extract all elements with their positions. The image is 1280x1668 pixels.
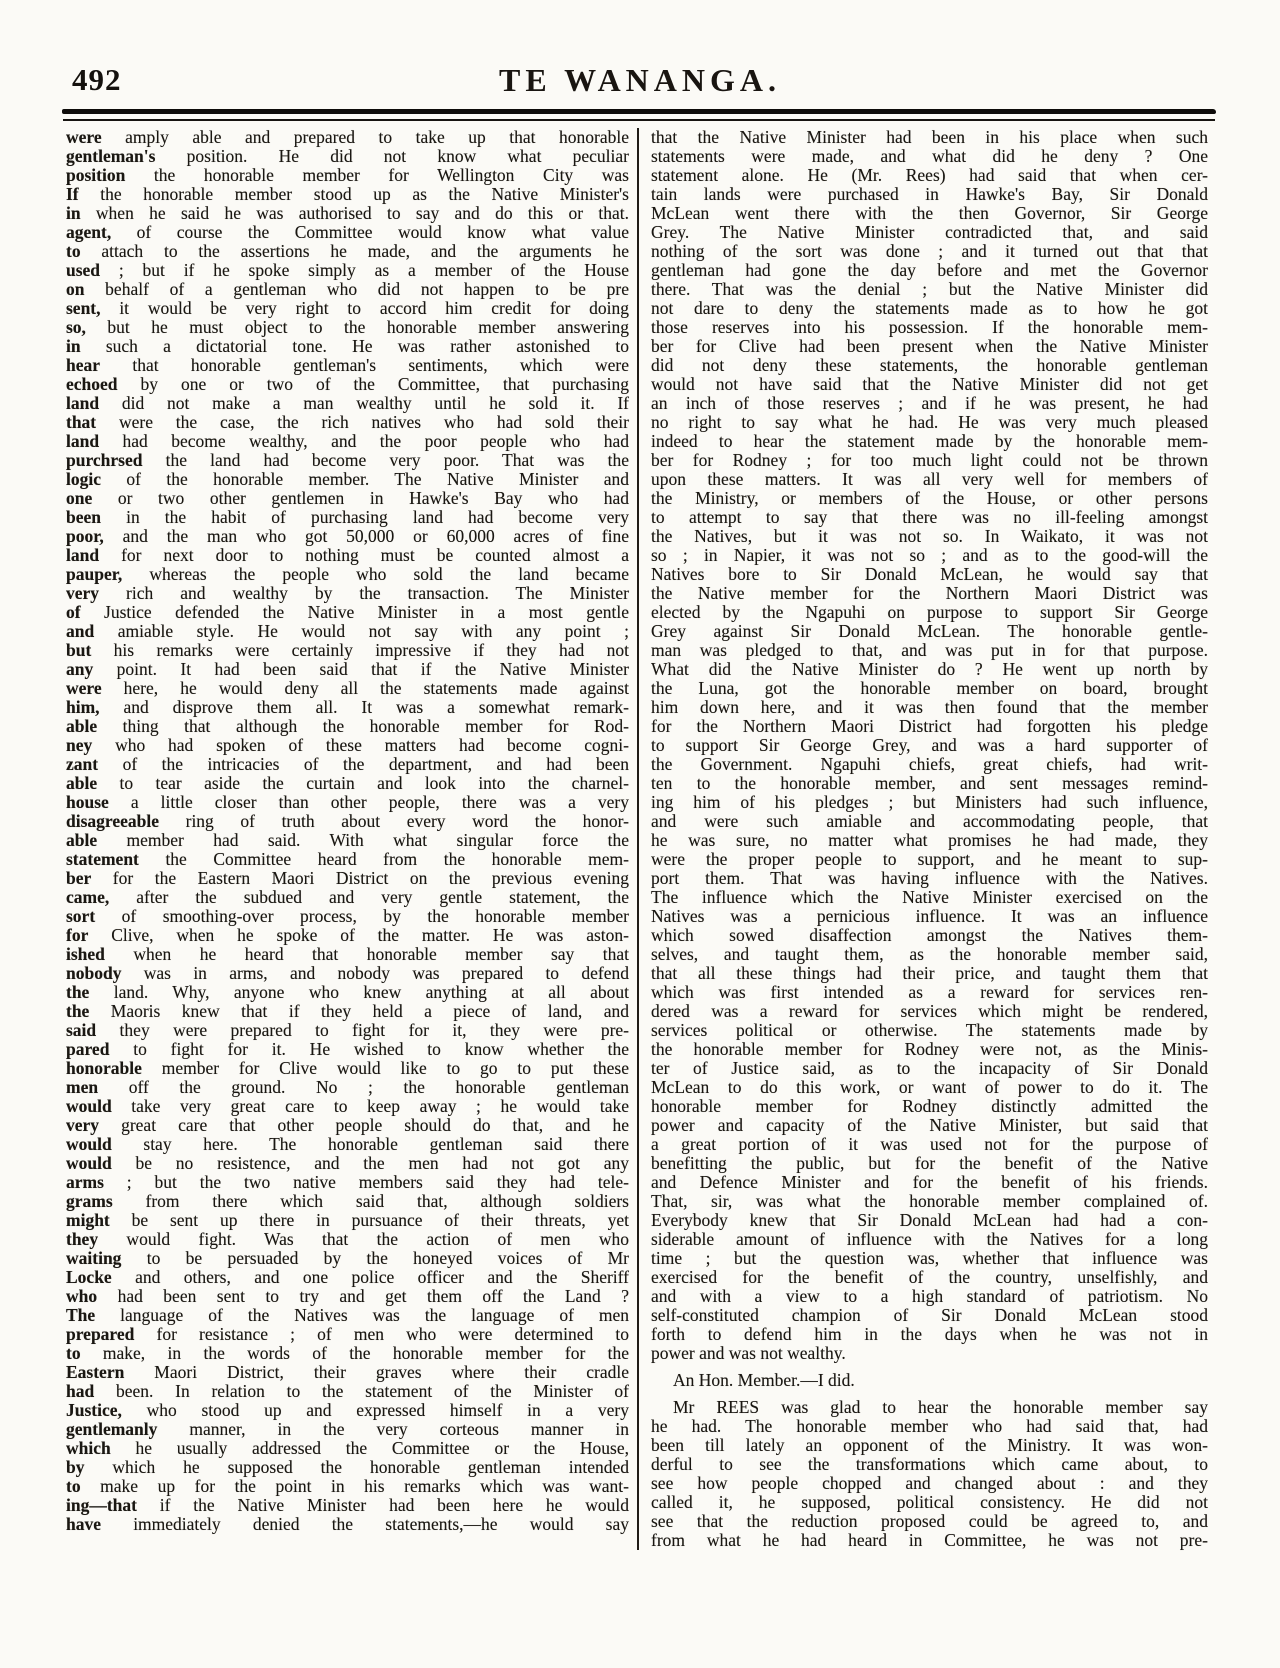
text-line: time ; but the question was, whether that influence was: [651, 1248, 1208, 1268]
text-line: no right to say what he had. He was very much pleased: [651, 412, 1208, 432]
text-line: a great portion of it was used not for the purpose of: [651, 1134, 1208, 1154]
text-line: dered was a reward for services which might be rendered,: [651, 1001, 1208, 1021]
text-line: ney who had spoken of these matters had become cogni-: [66, 735, 629, 755]
text-line: port them. That was having influence with the Natives.: [651, 868, 1208, 888]
text-line: who had been sent to try and get them off the Land ?: [66, 1286, 629, 1306]
text-line: for the Northern Maori District had forgotten his pledge: [651, 716, 1208, 736]
text-line: ter of Justice said, as to the incapacity of Sir Donald: [651, 1058, 1208, 1078]
text-line: there. That was the denial ; but the Native Minister did: [651, 279, 1208, 299]
text-line: very rich and wealthy by the transaction. The Minister: [66, 583, 629, 603]
header-rule-thin: [63, 119, 1215, 121]
text-line: which was first intended as a reward for services ren-: [651, 982, 1208, 1002]
text-line: and were such amiable and accommodating people, that: [651, 811, 1208, 831]
text-line: which he usually addressed the Committee or the House,: [66, 1438, 629, 1458]
text-line: that the Native Minister had been in his place when such: [651, 127, 1208, 147]
text-line: came, after the subdued and very gentle statement, the: [66, 887, 629, 907]
text-line: statements were made, and what did he deny ? One: [651, 146, 1208, 166]
text-line: power and was not wealthy.: [651, 1343, 846, 1363]
text-line: did not deny these statements, the honorable gentleman: [651, 355, 1208, 375]
text-line: able member had said. With what singular force the: [66, 830, 629, 850]
text-line: agent, of course the Committee would know what value: [66, 222, 629, 242]
text-line: had been. In relation to the statement of the Minister of: [66, 1381, 629, 1401]
text-line: poor, and the man who got 50,000 or 60,000 acres of fine: [66, 526, 629, 546]
text-line: able thing that although the honorable member for Rod-: [66, 716, 629, 736]
text-line: services political or otherwise. The statements made by: [651, 1020, 1208, 1040]
text-line: logic of the honorable member. The Native Minister and: [66, 469, 629, 489]
text-line: land had become wealthy, and the poor people who had: [66, 431, 629, 451]
text-line: prepared for resistance ; of men who were determined to: [66, 1324, 629, 1344]
text-line: tain lands were purchased in Hawke's Bay, Sir Donald: [651, 184, 1208, 204]
text-line: called it, he supposed, political consistency. He did not: [651, 1492, 1208, 1512]
text-line: the Native member for the Northern Maori District was: [651, 583, 1208, 603]
masthead-title: TE WANANGA.: [499, 62, 781, 98]
text-line: used ; but if he spoke simply as a member of the House: [66, 260, 629, 280]
text-line: to make up for the point in his remarks which was want-: [66, 1476, 629, 1496]
page-number: 492: [72, 62, 122, 97]
text-line: Justice, who stood up and expressed himself in a very: [66, 1400, 629, 1420]
text-line: An Hon. Member.—I did.: [673, 1370, 855, 1390]
text-line: him, and disprove them all. It was a somewhat remark-: [66, 697, 629, 717]
text-line: ber for Rodney ; for too much light could not be thrown: [651, 450, 1208, 470]
text-line: would not have said that the Native Minister did not get: [651, 374, 1208, 394]
text-line: Locke and others, and one police officer and the Sheriff: [66, 1267, 629, 1287]
text-line: gentleman's position. He did not know what peculiar: [66, 146, 629, 166]
text-line: were here, he would deny all the statements made against: [66, 678, 629, 698]
text-line: statement alone. He (Mr. Rees) had said that when cer-: [651, 165, 1208, 185]
text-line: selves, and taught them, as the honorable member said,: [651, 944, 1208, 964]
text-line: honorable member for Clive would like to go to put these: [66, 1058, 629, 1078]
header-rule-thick: [62, 109, 1216, 114]
body-columns: [66, 128, 1208, 1550]
text-line: the land. Why, anyone who knew anything at all about: [66, 982, 629, 1002]
text-line: upon these matters. It was all very well for members of: [651, 469, 1208, 489]
text-line: would take very great care to keep away ; he would take: [66, 1096, 629, 1116]
text-line: him down here, and it was then found that the member: [651, 697, 1208, 717]
text-line: Mr REES was glad to hear the honorable member say: [673, 1397, 1208, 1417]
text-line: sort of smoothing-over process, by the honorable member: [66, 906, 629, 926]
text-line: ten to the honorable member, and sent messages remind-: [651, 773, 1208, 793]
paragraph: [651, 1398, 1208, 1550]
text-line: statement the Committee heard from the honorable mem-: [66, 849, 629, 869]
text-line: Eastern Maori District, their graves where their cradle: [66, 1362, 629, 1382]
text-line: said they were prepared to fight for it, they were pre-: [66, 1020, 629, 1040]
text-line: siderable amount of influence with the Natives for a long: [651, 1229, 1208, 1249]
text-line: zant of the intricacies of the department, and had been: [66, 754, 629, 774]
text-line: not dare to deny the statements made as to how he got: [651, 298, 1208, 318]
text-line: exercised for the benefit of the country, unselfishly, and: [651, 1267, 1208, 1287]
text-line: nothing of the sort was done ; and it turned out that that: [651, 241, 1208, 261]
text-line: the Natives, but it was not so. In Waikato, it was not: [651, 526, 1208, 546]
text-line: that were the case, the rich natives who had sold their: [66, 412, 629, 432]
text-line: If the honorable member stood up as the Native Minister's: [66, 184, 629, 204]
text-line: derful to see the transformations which came about, to: [651, 1454, 1208, 1474]
text-line: were the proper people to support, and he meant to sup-: [651, 849, 1208, 869]
text-line: the Maoris knew that if they held a piece of land, and: [66, 1001, 629, 1021]
paragraph: [651, 1371, 1208, 1390]
text-line: see that the reduction proposed could be agreed to, and: [651, 1511, 1208, 1531]
text-line: an inch of those reserves ; and if he was present, he had: [651, 393, 1208, 413]
text-line: and with a view to a high standard of patriotism. No: [651, 1286, 1208, 1306]
text-line: so ; in Napier, it was not so ; and as to the good-will the: [651, 545, 1208, 565]
text-line: Natives bore to Sir Donald McLean, he would say that: [651, 564, 1208, 584]
text-line: any point. It had been said that if the Native Minister: [66, 659, 629, 679]
text-line: for Clive, when he spoke of the matter. He was aston-: [66, 925, 629, 945]
text-line: in when he said he was authorised to say and do this or that.: [66, 203, 629, 223]
text-line: the Luna, got the honorable member on board, brought: [651, 678, 1208, 698]
paragraph: [66, 128, 629, 1534]
text-line: purchrsed the land had become very poor. That was the: [66, 450, 629, 470]
right-column: [651, 128, 1208, 1550]
text-line: McLean to do this work, or want of power to do it. The: [651, 1077, 1208, 1097]
text-line: from what he had heard in Committee, he was not pre-: [651, 1530, 1208, 1550]
text-line: see how people chopped and changed about : and they: [651, 1473, 1208, 1493]
text-line: that all these things had their price, and taught them that: [651, 963, 1208, 983]
text-line: gentleman had gone the day before and met the Governor: [651, 260, 1208, 280]
text-line: Grey. The Native Minister contradicted that, and said: [651, 222, 1208, 242]
text-line: forth to defend him in the days when he was not in: [651, 1324, 1208, 1344]
text-line: of Justice defended the Native Minister in a most gentle: [66, 602, 629, 622]
text-line: the Government. Ngapuhi chiefs, great chiefs, had writ-: [651, 754, 1208, 774]
text-line: and Defence Minister and for the benefit of his friends.: [651, 1172, 1208, 1192]
text-line: The language of the Natives was the language of men: [66, 1305, 629, 1325]
text-line: to support Sir George Grey, and was a hard supporter of: [651, 735, 1208, 755]
text-line: and amiable style. He would not say with any point ;: [66, 621, 629, 641]
text-line: indeed to hear the statement made by the honorable mem-: [651, 431, 1208, 451]
text-line: which sowed disaffection amongst the Natives them-: [651, 925, 1208, 945]
left-column: [66, 128, 629, 1550]
text-line: one or two other gentlemen in Hawke's Bay who had: [66, 488, 629, 508]
text-line: power and capacity of the Native Minister, but said that: [651, 1115, 1208, 1135]
text-line: Everybody knew that Sir Donald McLean had had a con-: [651, 1210, 1208, 1230]
text-line: man was pledged to that, and was put in for that purpose.: [651, 640, 1208, 660]
text-line: but his remarks were certainly impressive if they had not: [66, 640, 629, 660]
text-line: self-constituted champion of Sir Donald McLean stood: [651, 1305, 1208, 1325]
text-line: honorable member for Rodney distinctly admitted the: [651, 1096, 1208, 1116]
text-line: ished when he heard that honorable member say that: [66, 944, 629, 964]
text-line: might be sent up there in pursuance of their threats, yet: [66, 1210, 629, 1230]
text-line: sent, it would be very right to accord him credit for doing: [66, 298, 629, 318]
text-line: The influence which the Native Minister exercised on the: [651, 887, 1208, 907]
text-line: they would fight. Was that the action of men who: [66, 1229, 629, 1249]
text-line: would be no resistence, and the men had not got any: [66, 1153, 629, 1173]
text-line: What did the Native Minister do ? He went up north by: [651, 659, 1208, 679]
text-line: pared to fight for it. He wished to know whether the: [66, 1039, 629, 1059]
text-line: on behalf of a gentleman who did not happen to be pre: [66, 279, 629, 299]
text-line: grams from there which said that, although soldiers: [66, 1191, 629, 1211]
text-line: have immediately denied the statements,—he would say: [66, 1514, 629, 1534]
text-line: to attempt to say that there was no ill-feeling amongst: [651, 507, 1208, 527]
text-line: benefitting the public, but for the benefit of the Native: [651, 1153, 1208, 1173]
text-line: been till lately an opponent of the Ministry. It was won-: [651, 1435, 1208, 1455]
text-line: That, sir, was what the honorable member complained of.: [651, 1191, 1208, 1211]
text-line: McLean went there with the then Governor, Sir George: [651, 203, 1208, 223]
text-line: land for next door to nothing must be counted almost a: [66, 545, 629, 565]
paragraph: [651, 128, 1208, 1363]
text-line: been in the habit of purchasing land had become very: [66, 507, 629, 527]
text-line: he was sure, no matter what promises he had made, they: [651, 830, 1208, 850]
text-line: the Ministry, or members of the House, or other persons: [651, 488, 1208, 508]
text-line: were amply able and prepared to take up that honorable: [66, 127, 629, 147]
text-line: waiting to be persuaded by the honeyed voices of Mr: [66, 1248, 629, 1268]
text-line: ber for Clive had been present when the Native Minister: [651, 336, 1208, 356]
text-line: arms ; but the two native members said they had tele-: [66, 1172, 629, 1192]
text-line: elected by the Ngapuhi on purpose to support Sir George: [651, 602, 1208, 622]
text-line: very great care that other people should do that, and he: [66, 1115, 629, 1135]
text-line: house a little closer than other people, there was a very: [66, 792, 629, 812]
text-line: Natives was a pernicious influence. It was an influence: [651, 906, 1208, 926]
text-line: able to tear aside the curtain and look into the charnel-: [66, 773, 629, 793]
text-line: ing him of his pledges ; but Ministers had such influence,: [651, 792, 1208, 812]
text-line: pauper, whereas the people who sold the land became: [66, 564, 629, 584]
text-line: by which he supposed the honorable gentleman intended: [66, 1457, 629, 1477]
text-line: men off the ground. No ; the honorable gentleman: [66, 1077, 629, 1097]
text-line: nobody was in arms, and nobody was prepared to defend: [66, 963, 629, 983]
text-line: would stay here. The honorable gentleman said there: [66, 1134, 629, 1154]
text-line: to make, in the words of the honorable member for the: [66, 1343, 629, 1363]
text-line: the honorable member for Rodney were not, as the Minis-: [651, 1039, 1208, 1059]
text-line: hear that honorable gentleman's sentiments, which were: [66, 355, 629, 375]
text-line: disagreeable ring of truth about every word the honor-: [66, 811, 629, 831]
text-line: he had. The honorable member who had said that, had: [651, 1416, 1208, 1436]
text-line: those reserves into his possession. If the honorable mem-: [651, 317, 1208, 337]
text-line: so, but he must object to the honorable member answering: [66, 317, 629, 337]
column-divider-rule: [637, 128, 639, 1550]
text-line: Grey against Sir Donald McLean. The honorable gentle-: [651, 621, 1208, 641]
text-line: position the honorable member for Wellington City was: [66, 165, 629, 185]
text-line: ber for the Eastern Maori District on the previous evening: [66, 868, 629, 888]
text-line: gentlemanly manner, in the very corteous manner in: [66, 1419, 629, 1439]
text-line: to attach to the assertions he made, and the arguments he: [66, 241, 629, 261]
text-line: ing—that if the Native Minister had been here he would: [66, 1495, 629, 1515]
text-line: land did not make a man wealthy until he sold it. If: [66, 393, 629, 413]
text-line: echoed by one or two of the Committee, that purchasing: [66, 374, 629, 394]
text-line: in such a dictatorial tone. He was rather astonished to: [66, 336, 629, 356]
